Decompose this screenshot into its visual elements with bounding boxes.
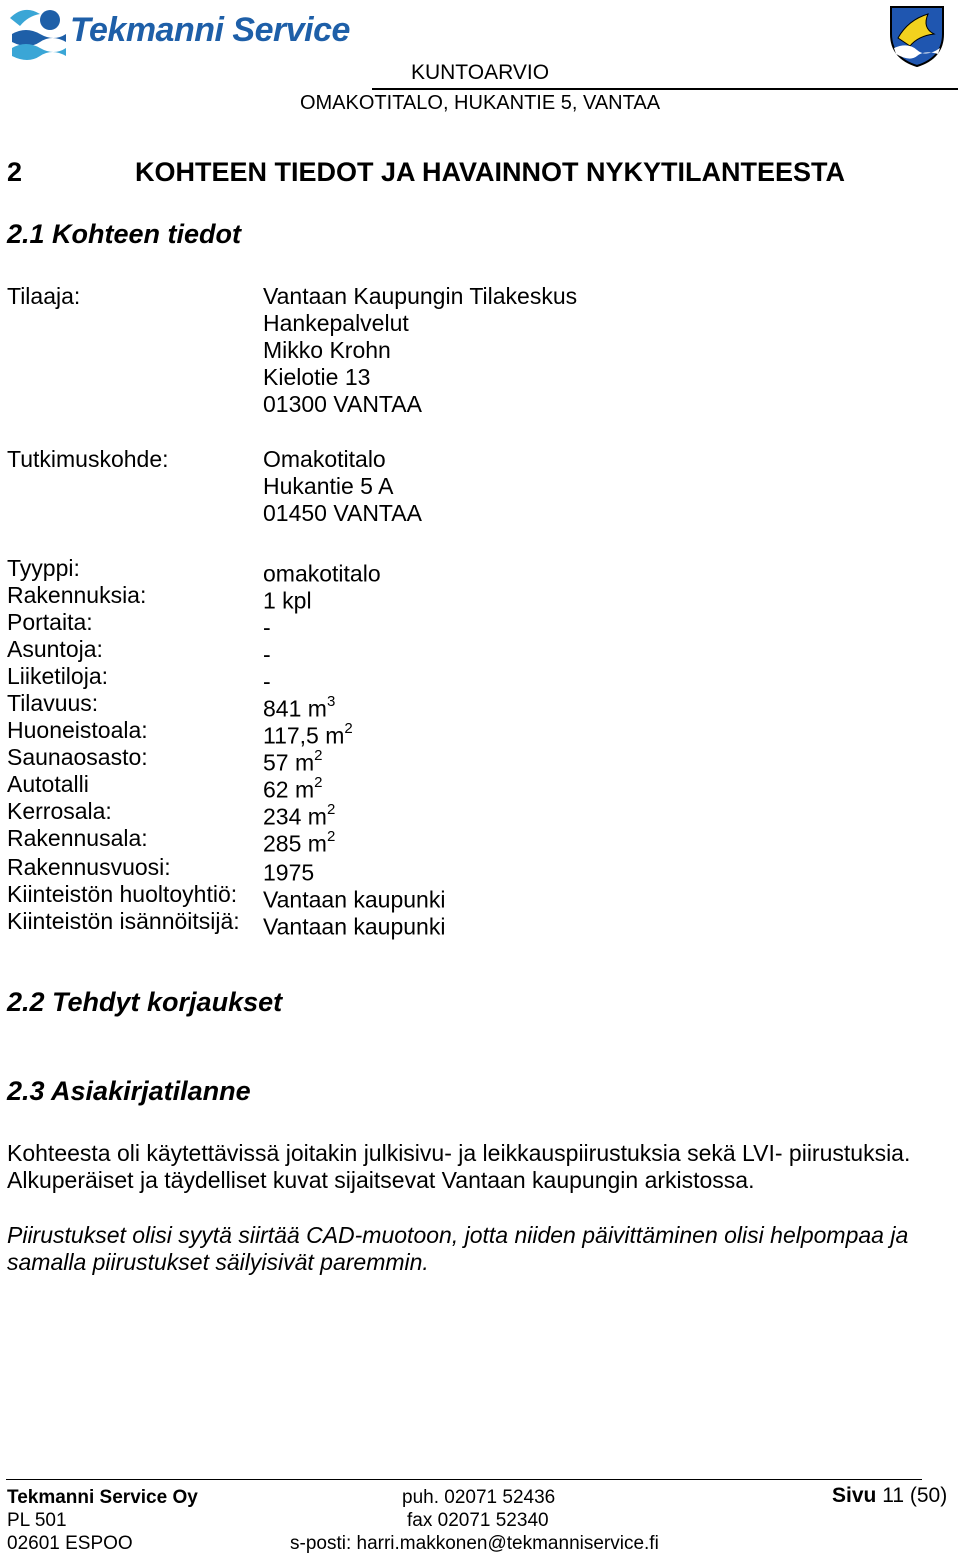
section-heading: KOHTEEN TIEDOT JA HAVAINNOT NYKYTILANTEESTA — [135, 157, 846, 187]
italic-paragraph-line: Piirustukset olisi syytä siirtää CAD-muotoon, jotta niiden päivittäminen olisi helpompaa ja — [7, 1222, 909, 1248]
detail-value: Vantaan kaupunki — [263, 913, 446, 940]
kohde-line: Hukantie 5 A — [263, 473, 394, 499]
detail-label: Kiinteistön isännöitsijä: — [7, 908, 240, 934]
detail-label: Kerrosala: — [7, 798, 112, 824]
detail-label: Huoneistoala: — [7, 717, 148, 743]
detail-value: Vantaan kaupunki — [263, 886, 446, 913]
section-number: 2 — [7, 157, 23, 187]
detail-label: Rakennusala: — [7, 825, 148, 851]
detail-value: omakotitalo — [263, 560, 381, 587]
page-label: Sivu — [832, 1484, 877, 1507]
footer-fax: fax 02071 52340 — [407, 1510, 549, 1531]
page-number: 11 — [882, 1484, 905, 1507]
detail-value: 841 $m^3$ — [263, 693, 336, 722]
footer-divider — [6, 1479, 922, 1480]
page-indicator — [832, 1484, 947, 1507]
tilaaja-line: 01300 VANTAA — [263, 391, 422, 417]
tilaaja-line: Kielotie 13 — [263, 364, 371, 390]
subsection-heading-2-3: 2.3 Asiakirjatilanne — [7, 1076, 251, 1106]
detail-label: Asuntoja: — [7, 636, 103, 662]
footer-email: s-posti: harri.makkonen@tekmanniservice.fi — [290, 1533, 659, 1554]
tilaaja-line: Hankepalvelut — [263, 310, 409, 336]
detail-value: - — [263, 614, 271, 641]
paragraph-line: Alkuperäiset ja täydelliset kuvat sijaitsevat Vantaan kaupungin arkistossa. — [7, 1167, 755, 1193]
footer-company: Tekmanni Service Oy — [7, 1487, 198, 1508]
detail-value: 285 $m^2$ — [263, 828, 336, 857]
tilaaja-line: Mikko Krohn — [263, 337, 391, 363]
header-divider — [372, 88, 958, 90]
paragraph-line: Kohteesta oli käytettävissä joitakin julkisivu- ja leikkauspiirustuksia sekä LVI- piirustuksia. — [7, 1140, 911, 1166]
detail-label: Tilavuus: — [7, 690, 99, 716]
kohde-line: Omakotitalo — [263, 446, 386, 472]
detail-label: Autotalli — [7, 771, 89, 797]
detail-value: 1975 — [263, 859, 315, 886]
detail-label: Kiinteistön huoltoyhtiö: — [7, 881, 238, 907]
detail-label: Rakennusvuosi: — [7, 854, 171, 880]
company-logo — [6, 4, 366, 60]
logo-text: Tekmanni Service — [70, 11, 350, 49]
footer-phone: puh. 02071 52436 — [402, 1487, 556, 1508]
page-total: (50) — [909, 1484, 948, 1507]
detail-value: - — [263, 668, 271, 695]
detail-value: 1 kpl — [263, 587, 312, 614]
detail-value: 62 $m^2$ — [263, 774, 323, 803]
detail-value: 57 $m^2$ — [263, 747, 323, 776]
logo-mark-icon — [6, 4, 68, 60]
document-title: KUNTOARVIO — [410, 61, 550, 84]
subsection-heading-2-1: 2.1 Kohteen tiedot — [7, 219, 242, 249]
subsection-heading-2-2: 2.2 Tehdyt korjaukset — [7, 987, 283, 1017]
detail-label: Tyyppi: — [7, 555, 80, 581]
kohde-line: 01450 VANTAA — [263, 500, 422, 526]
kohde-label: Tutkimuskohde: — [7, 446, 169, 472]
tilaaja-label: Tilaaja: — [7, 283, 81, 309]
italic-paragraph-line: samalla piirustukset säilyisivät paremmin. — [7, 1249, 429, 1275]
detail-value: 234 $m^2$ — [263, 801, 336, 830]
document-subtitle: OMAKOTITALO, HUKANTIE 5, VANTAA — [299, 92, 661, 114]
detail-value: 117,5 $m^2$ — [263, 720, 353, 749]
detail-label: Saunaosasto: — [7, 744, 148, 770]
detail-label: Rakennuksia: — [7, 582, 147, 608]
tilaaja-line: Vantaan Kaupungin Tilakeskus — [263, 283, 578, 309]
city-coat-of-arms-icon — [888, 4, 946, 68]
detail-label: Portaita: — [7, 609, 93, 635]
detail-value: - — [263, 641, 271, 668]
detail-label: Liiketiloja: — [7, 663, 108, 689]
footer-city: 02601 ESPOO — [7, 1533, 133, 1554]
footer-po-box: PL 501 — [7, 1510, 67, 1531]
